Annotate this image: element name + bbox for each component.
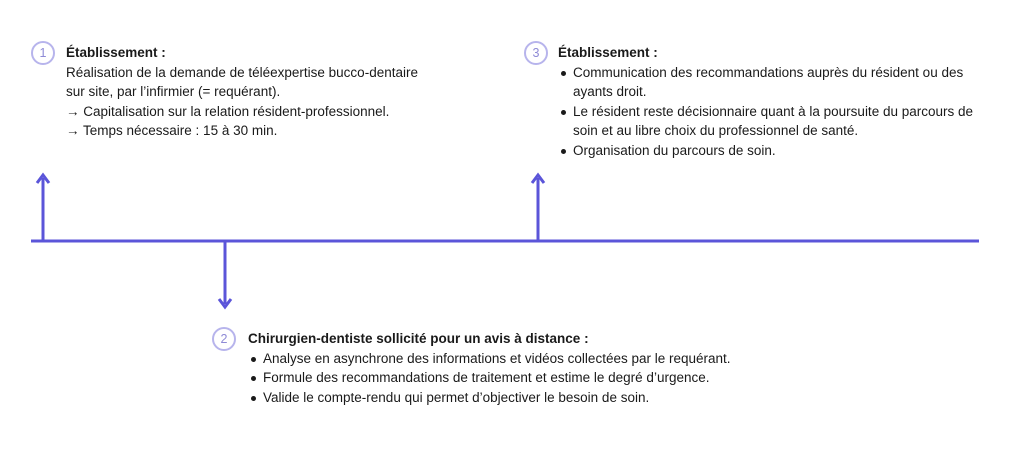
step-number-badge-1: 1 (31, 41, 55, 65)
step-1-line: sur site, par l’infirmier (= requérant). (66, 84, 281, 99)
list-item: Valide le compte-rendu qui permet d’objectiver le besoin de soin. (248, 388, 808, 408)
step-1-title: Établissement : (66, 45, 166, 60)
step-1-block (66, 43, 476, 141)
list-item: Communication des recommandations auprès du résident ou des ayants droit. (558, 63, 978, 102)
list-item: Le résident reste décisionnaire quant à la poursuite du parcours de soin et au libre choix du professionnel de santé. (558, 102, 978, 141)
list-item: Analyse en asynchrone des informations et vidéos collectées par le requérant. (248, 349, 808, 369)
arrow-up-step-3 (532, 175, 544, 241)
list-item: Formule des recommandations de traitement et estime le degré d’urgence. (248, 368, 808, 388)
step-2-bullet-list (248, 349, 808, 408)
step-number-badge-2: 2 (212, 327, 236, 351)
step-1-line: → Temps nécessaire : 15 à 30 min. (66, 123, 278, 138)
list-item: Organisation du parcours de soin. (558, 141, 978, 161)
arrow-down-step-2 (219, 241, 231, 307)
step-1-line: → Capitalisation sur la relation résident-professionnel. (66, 103, 390, 119)
step-number-badge-3: 3 (524, 41, 548, 65)
step-3-block (558, 43, 978, 160)
step-3-title: Établissement : (558, 45, 658, 60)
step-1-line: Réalisation de la demande de téléexpertise bucco-dentaire (66, 64, 418, 80)
step-2-block (248, 329, 808, 407)
arrow-up-step-1 (37, 175, 49, 241)
step-2-title: Chirurgien-dentiste sollicité pour un avis à distance : (248, 331, 589, 346)
step-3-bullet-list (558, 63, 978, 161)
